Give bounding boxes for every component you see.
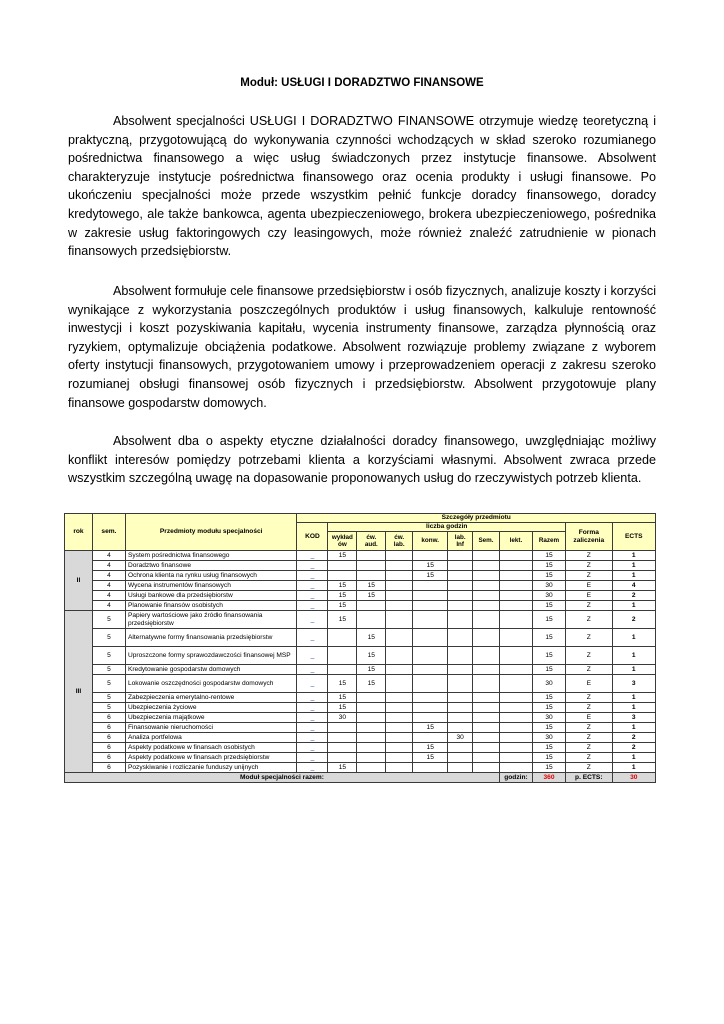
cell-cw-lab bbox=[386, 629, 413, 647]
cell-wyklad: 15 bbox=[328, 611, 357, 629]
cell-ects: 1 bbox=[612, 571, 655, 581]
cell-subject-name: Lokowanie oszczędności gospodarstw domowych bbox=[125, 675, 297, 693]
header-forma: Forma zaliczenia bbox=[566, 523, 612, 551]
cell-razem: 15 bbox=[532, 561, 565, 571]
header-lab-inf: lab. Inf bbox=[448, 532, 473, 551]
cell-sem2 bbox=[473, 733, 500, 743]
cell-forma: Z bbox=[566, 561, 612, 571]
cell-cw-aud: 15 bbox=[357, 591, 386, 601]
cell-konw bbox=[413, 647, 448, 665]
cell-konw bbox=[413, 591, 448, 601]
table-row bbox=[65, 753, 656, 763]
cell-ects: 1 bbox=[612, 753, 655, 763]
table-row bbox=[65, 733, 656, 743]
cell-wyklad bbox=[328, 571, 357, 581]
cell-wyklad bbox=[328, 647, 357, 665]
cell-sem: 6 bbox=[92, 733, 125, 743]
cell-cw-aud bbox=[357, 733, 386, 743]
cell-wyklad bbox=[328, 753, 357, 763]
cell-cw-lab bbox=[386, 611, 413, 629]
cell-lab-inf bbox=[448, 629, 473, 647]
cell-cw-lab bbox=[386, 763, 413, 773]
table-row bbox=[65, 561, 656, 571]
table-row bbox=[65, 581, 656, 591]
cell-razem: 15 bbox=[532, 743, 565, 753]
cell-lab-inf bbox=[448, 571, 473, 581]
header-kod: KOD bbox=[297, 523, 328, 551]
cell-kod: _ bbox=[297, 611, 328, 629]
cell-cw-lab bbox=[386, 601, 413, 611]
cell-lekt bbox=[499, 703, 532, 713]
cell-lekt bbox=[499, 723, 532, 733]
cell-konw bbox=[413, 713, 448, 723]
header-sem2: Sem. bbox=[473, 532, 500, 551]
cell-konw bbox=[413, 703, 448, 713]
cell-lab-inf bbox=[448, 713, 473, 723]
cell-cw-aud: 15 bbox=[357, 675, 386, 693]
cell-kod: _ bbox=[297, 693, 328, 703]
cell-ects: 2 bbox=[612, 733, 655, 743]
cell-lab-inf bbox=[448, 611, 473, 629]
cell-sem2 bbox=[473, 611, 500, 629]
cell-subject-name: Doradztwo finansowe bbox=[125, 561, 297, 571]
cell-ects: 1 bbox=[612, 703, 655, 713]
cell-sem: 5 bbox=[92, 675, 125, 693]
cell-kod: _ bbox=[297, 763, 328, 773]
cell-cw-lab bbox=[386, 571, 413, 581]
cell-cw-lab bbox=[386, 665, 413, 675]
module-subjects-table bbox=[64, 513, 656, 783]
cell-lab-inf bbox=[448, 581, 473, 591]
cell-kod: _ bbox=[297, 753, 328, 763]
header-razem: Razem bbox=[532, 532, 565, 551]
cell-lekt bbox=[499, 591, 532, 601]
cell-subject-name: Zabezpieczenia emerytalno-rentowe bbox=[125, 693, 297, 703]
cell-wyklad: 15 bbox=[328, 693, 357, 703]
cell-cw-lab bbox=[386, 733, 413, 743]
cell-lab-inf bbox=[448, 743, 473, 753]
cell-lekt bbox=[499, 551, 532, 561]
header-wyklad: wykład ów bbox=[328, 532, 357, 551]
cell-sem2 bbox=[473, 629, 500, 647]
cell-cw-aud bbox=[357, 713, 386, 723]
total-row bbox=[65, 773, 656, 783]
cell-cw-aud bbox=[357, 703, 386, 713]
cell-razem: 15 bbox=[532, 571, 565, 581]
cell-lekt bbox=[499, 629, 532, 647]
total-label: Moduł specjalności razem: bbox=[65, 773, 500, 783]
total-ects: 30 bbox=[612, 773, 655, 783]
cell-razem: 15 bbox=[532, 665, 565, 675]
cell-cw-aud: 15 bbox=[357, 665, 386, 675]
cell-kod: _ bbox=[297, 561, 328, 571]
header-cw-lab: ćw. lab. bbox=[386, 532, 413, 551]
cell-cw-aud bbox=[357, 571, 386, 581]
header-rok: rok bbox=[65, 514, 93, 551]
cell-konw: 15 bbox=[413, 753, 448, 763]
cell-lab-inf bbox=[448, 665, 473, 675]
cell-kod: _ bbox=[297, 647, 328, 665]
cell-cw-aud bbox=[357, 611, 386, 629]
cell-forma: Z bbox=[566, 571, 612, 581]
table-row bbox=[65, 647, 656, 665]
cell-forma: Z bbox=[566, 733, 612, 743]
cell-subject-name: Ubezpieczenia majątkowe bbox=[125, 713, 297, 723]
paragraph-1: Absolwent specjalności USŁUGI I DORADZTWO FINANSOWE otrzymuje wiedzę teoretyczną i praktyczną, przygotowującą do wykonywania czynności wchodzących w skład szeroko rozumianego pośrednictwa finansowego a więc usług świadczonych przez instytucje finansowe. Absolwent charakteryzuje instytucje pośrednictwa finansowego oraz ocenia produkty i usługi finansowe. Po ukończeniu specjalności może przede wszystkim pełnić funkcje doradcy finansowego, doradcy kredytowego, ale także bankowca, agenta ubezpieczeniowego, brokera ubezpieczeniowego, pośrednika w zakresie usług faktoringowych czy leasingowych, może również znaleźć zatrudnienie w pionach finansowych przedsiębiorstw. bbox=[68, 114, 656, 259]
cell-lab-inf bbox=[448, 601, 473, 611]
cell-lekt bbox=[499, 753, 532, 763]
cell-konw bbox=[413, 733, 448, 743]
cell-razem: 15 bbox=[532, 611, 565, 629]
cell-sem2 bbox=[473, 647, 500, 665]
cell-forma: E bbox=[566, 675, 612, 693]
cell-razem: 30 bbox=[532, 675, 565, 693]
cell-kod: _ bbox=[297, 723, 328, 733]
cell-cw-lab bbox=[386, 713, 413, 723]
cell-cw-aud: 15 bbox=[357, 647, 386, 665]
cell-lab-inf bbox=[448, 703, 473, 713]
cell-kod: _ bbox=[297, 581, 328, 591]
cell-wyklad bbox=[328, 665, 357, 675]
table-row bbox=[65, 703, 656, 713]
cell-razem: 15 bbox=[532, 647, 565, 665]
cell-wyklad: 30 bbox=[328, 713, 357, 723]
cell-kod: _ bbox=[297, 713, 328, 723]
cell-subject-name: System pośrednictwa finansowego bbox=[125, 551, 297, 561]
cell-ects: 1 bbox=[612, 601, 655, 611]
cell-sem: 4 bbox=[92, 551, 125, 561]
cell-wyklad: 15 bbox=[328, 763, 357, 773]
cell-razem: 30 bbox=[532, 581, 565, 591]
cell-sem2 bbox=[473, 601, 500, 611]
cell-razem: 15 bbox=[532, 703, 565, 713]
cell-wyklad: 15 bbox=[328, 601, 357, 611]
cell-subject-name: Usługi bankowe dla przedsiębiorstw bbox=[125, 591, 297, 601]
cell-cw-lab bbox=[386, 703, 413, 713]
cell-ects: 1 bbox=[612, 763, 655, 773]
table-row bbox=[65, 763, 656, 773]
table-row bbox=[65, 713, 656, 723]
cell-razem: 15 bbox=[532, 629, 565, 647]
cell-lekt bbox=[499, 571, 532, 581]
cell-sem2 bbox=[473, 665, 500, 675]
cell-cw-lab bbox=[386, 551, 413, 561]
cell-konw: 15 bbox=[413, 743, 448, 753]
cell-cw-lab bbox=[386, 675, 413, 693]
cell-wyklad bbox=[328, 561, 357, 571]
header-przedmioty: Przedmioty modułu specjalności bbox=[125, 514, 297, 551]
module-title: Moduł: USŁUGI I DORADZTWO FINANSOWE bbox=[240, 77, 484, 89]
cell-lab-inf bbox=[448, 693, 473, 703]
cell-rok: III bbox=[65, 611, 93, 773]
cell-subject-name: Pozyskiwanie i rozliczanie funduszy unijnych bbox=[125, 763, 297, 773]
cell-kod: _ bbox=[297, 629, 328, 647]
cell-ects: 3 bbox=[612, 675, 655, 693]
table-row bbox=[65, 693, 656, 703]
paragraph-2: Absolwent formułuje cele finansowe przedsiębiorstw i osób fizycznych, analizuje koszty i korzyści wynikające z wykorzystania poszczególnych produktów i usług finansowych, kalkuluje rentowność inwestycji i koszt pozyskiwania kapitału, wycenia instrumenty finansowe, zarządza płynnością oraz ryzykiem, optymalizuje obciążenia podatkowe. Absolwent rozwiązuje problemy związane z wyborem oferty instytucji finansowych, przygotowaniem umowy i przeprowadzeniem operacji z zakresu szeroko rozumianej obsługi finansowej osób fizycznych i przedsiębiorstw. Absolwent przygotowuje plany finansowe gospodarstw domowych. bbox=[68, 284, 656, 410]
cell-wyklad: 15 bbox=[328, 551, 357, 561]
total-godzin: 360 bbox=[532, 773, 565, 783]
cell-wyklad bbox=[328, 733, 357, 743]
cell-lekt bbox=[499, 733, 532, 743]
cell-lekt bbox=[499, 713, 532, 723]
cell-cw-aud bbox=[357, 561, 386, 571]
cell-cw-aud bbox=[357, 551, 386, 561]
header-ects: ECTS bbox=[612, 523, 655, 551]
cell-razem: 30 bbox=[532, 591, 565, 601]
cell-sem: 6 bbox=[92, 753, 125, 763]
cell-wyklad: 15 bbox=[328, 675, 357, 693]
cell-wyklad: 15 bbox=[328, 581, 357, 591]
cell-forma: Z bbox=[566, 763, 612, 773]
cell-razem: 15 bbox=[532, 601, 565, 611]
cell-sem: 6 bbox=[92, 713, 125, 723]
cell-cw-aud: 15 bbox=[357, 581, 386, 591]
cell-lekt bbox=[499, 561, 532, 571]
cell-subject-name: Ubezpieczenia życiowe bbox=[125, 703, 297, 713]
cell-forma: Z bbox=[566, 753, 612, 763]
cell-lekt bbox=[499, 675, 532, 693]
cell-cw-lab bbox=[386, 693, 413, 703]
header-liczba-godzin: liczba godzin bbox=[328, 523, 566, 532]
cell-forma: Z bbox=[566, 611, 612, 629]
cell-subject-name: Analiza portfelowa bbox=[125, 733, 297, 743]
cell-sem: 5 bbox=[92, 611, 125, 629]
cell-sem: 5 bbox=[92, 629, 125, 647]
cell-forma: E bbox=[566, 591, 612, 601]
cell-lab-inf bbox=[448, 561, 473, 571]
cell-forma: Z bbox=[566, 723, 612, 733]
cell-sem: 5 bbox=[92, 665, 125, 675]
cell-cw-aud bbox=[357, 743, 386, 753]
cell-lab-inf: 30 bbox=[448, 733, 473, 743]
cell-cw-aud bbox=[357, 753, 386, 763]
cell-kod: _ bbox=[297, 743, 328, 753]
cell-subject-name: Alternatywne formy finansowania przedsiębiorstw bbox=[125, 629, 297, 647]
table-row bbox=[65, 571, 656, 581]
cell-cw-aud bbox=[357, 601, 386, 611]
table-row bbox=[65, 665, 656, 675]
header-konw: konw. bbox=[413, 532, 448, 551]
cell-sem: 4 bbox=[92, 591, 125, 601]
cell-sem: 5 bbox=[92, 703, 125, 713]
cell-konw bbox=[413, 551, 448, 561]
cell-konw bbox=[413, 763, 448, 773]
cell-forma: E bbox=[566, 581, 612, 591]
cell-cw-aud bbox=[357, 723, 386, 733]
cell-kod: _ bbox=[297, 665, 328, 675]
cell-konw bbox=[413, 675, 448, 693]
cell-lekt bbox=[499, 693, 532, 703]
cell-forma: Z bbox=[566, 551, 612, 561]
cell-cw-lab bbox=[386, 647, 413, 665]
cell-konw: 15 bbox=[413, 571, 448, 581]
paragraph-3: Absolwent dba o aspekty etyczne działalności doradcy finansowego, uwzględniając możliwy konflikt interesów pomiędzy potrzebami klienta a korzyściami własnymi. Absolwent zwraca przede wszystkim szczególną uwagę na dopasowanie proponowanych usług do rzeczywistych potrzeb klienta. bbox=[68, 434, 656, 486]
total-godzin-label: godzin: bbox=[499, 773, 532, 783]
cell-konw bbox=[413, 693, 448, 703]
cell-razem: 15 bbox=[532, 763, 565, 773]
cell-cw-lab bbox=[386, 591, 413, 601]
cell-rok: II bbox=[65, 551, 93, 611]
cell-ects: 2 bbox=[612, 591, 655, 601]
cell-forma: Z bbox=[566, 647, 612, 665]
cell-kod: _ bbox=[297, 591, 328, 601]
cell-razem: 30 bbox=[532, 733, 565, 743]
cell-razem: 15 bbox=[532, 723, 565, 733]
cell-sem: 6 bbox=[92, 743, 125, 753]
cell-cw-aud: 15 bbox=[357, 629, 386, 647]
cell-wyklad: 15 bbox=[328, 591, 357, 601]
cell-cw-lab bbox=[386, 743, 413, 753]
cell-lekt bbox=[499, 743, 532, 753]
table-row bbox=[65, 723, 656, 733]
cell-sem2 bbox=[473, 713, 500, 723]
cell-forma: E bbox=[566, 713, 612, 723]
cell-forma: Z bbox=[566, 693, 612, 703]
table-row bbox=[65, 591, 656, 601]
cell-sem: 4 bbox=[92, 571, 125, 581]
cell-sem: 4 bbox=[92, 561, 125, 571]
table-row bbox=[65, 629, 656, 647]
cell-ects: 1 bbox=[612, 561, 655, 571]
cell-kod: _ bbox=[297, 703, 328, 713]
table-row bbox=[65, 743, 656, 753]
cell-kod: _ bbox=[297, 571, 328, 581]
cell-cw-aud bbox=[357, 693, 386, 703]
cell-subject-name: Uproszczone formy sprawozdawczości finansowej MSP bbox=[125, 647, 297, 665]
cell-lekt bbox=[499, 763, 532, 773]
cell-ects: 1 bbox=[612, 551, 655, 561]
cell-sem: 6 bbox=[92, 763, 125, 773]
cell-ects: 4 bbox=[612, 581, 655, 591]
cell-forma: Z bbox=[566, 601, 612, 611]
cell-subject-name: Planowanie finansów osobistych bbox=[125, 601, 297, 611]
cell-subject-name: Aspekty podatkowe w finansach osobistych bbox=[125, 743, 297, 753]
cell-ects: 2 bbox=[612, 743, 655, 753]
cell-subject-name: Kredytowanie gospodarstw domowych bbox=[125, 665, 297, 675]
cell-lab-inf bbox=[448, 753, 473, 763]
cell-lab-inf bbox=[448, 591, 473, 601]
cell-cw-lab bbox=[386, 581, 413, 591]
cell-konw bbox=[413, 665, 448, 675]
cell-lab-inf bbox=[448, 723, 473, 733]
cell-sem: 5 bbox=[92, 693, 125, 703]
cell-konw bbox=[413, 611, 448, 629]
cell-kod: _ bbox=[297, 675, 328, 693]
cell-konw bbox=[413, 601, 448, 611]
cell-wyklad bbox=[328, 723, 357, 733]
table-row bbox=[65, 551, 656, 561]
cell-cw-aud bbox=[357, 763, 386, 773]
cell-subject-name: Aspekty podatkowe w finansach przedsiębiorstw bbox=[125, 753, 297, 763]
header-sem: sem. bbox=[92, 514, 125, 551]
cell-sem2 bbox=[473, 571, 500, 581]
cell-lab-inf bbox=[448, 647, 473, 665]
cell-wyklad bbox=[328, 743, 357, 753]
cell-razem: 15 bbox=[532, 753, 565, 763]
cell-razem: 15 bbox=[532, 551, 565, 561]
cell-subject-name: Wycena instrumentów finansowych bbox=[125, 581, 297, 591]
cell-sem2 bbox=[473, 763, 500, 773]
header-lekt: lekt. bbox=[499, 532, 532, 551]
cell-lekt bbox=[499, 601, 532, 611]
cell-razem: 15 bbox=[532, 693, 565, 703]
cell-ects: 1 bbox=[612, 629, 655, 647]
cell-sem2 bbox=[473, 581, 500, 591]
cell-sem: 6 bbox=[92, 723, 125, 733]
cell-subject-name: Ochrona klienta na rynku usług finansowych bbox=[125, 571, 297, 581]
cell-ects: 2 bbox=[612, 611, 655, 629]
cell-cw-lab bbox=[386, 723, 413, 733]
cell-konw: 15 bbox=[413, 723, 448, 733]
cell-kod: _ bbox=[297, 551, 328, 561]
cell-subject-name: Finansowanie nieruchomości bbox=[125, 723, 297, 733]
header-szczegoly: Szczegóły przedmiotu bbox=[297, 514, 656, 523]
cell-lab-inf bbox=[448, 675, 473, 693]
cell-wyklad bbox=[328, 629, 357, 647]
cell-ects: 1 bbox=[612, 647, 655, 665]
cell-sem2 bbox=[473, 753, 500, 763]
cell-lekt bbox=[499, 611, 532, 629]
cell-forma: Z bbox=[566, 743, 612, 753]
cell-lab-inf bbox=[448, 551, 473, 561]
total-ects-label: p. ECTS: bbox=[566, 773, 612, 783]
cell-ects: 1 bbox=[612, 723, 655, 733]
cell-sem2 bbox=[473, 743, 500, 753]
table-body bbox=[65, 551, 656, 773]
header-cw-aud: ćw. aud. bbox=[357, 532, 386, 551]
cell-konw bbox=[413, 629, 448, 647]
cell-ects: 1 bbox=[612, 693, 655, 703]
cell-ects: 3 bbox=[612, 713, 655, 723]
cell-sem2 bbox=[473, 675, 500, 693]
cell-kod: _ bbox=[297, 601, 328, 611]
cell-sem2 bbox=[473, 693, 500, 703]
cell-forma: Z bbox=[566, 629, 612, 647]
cell-lekt bbox=[499, 647, 532, 665]
table-row bbox=[65, 601, 656, 611]
cell-cw-lab bbox=[386, 561, 413, 571]
cell-sem: 4 bbox=[92, 581, 125, 591]
cell-forma: Z bbox=[566, 665, 612, 675]
cell-sem: 5 bbox=[92, 647, 125, 665]
cell-sem2 bbox=[473, 591, 500, 601]
cell-lekt bbox=[499, 581, 532, 591]
cell-forma: Z bbox=[566, 703, 612, 713]
cell-sem2 bbox=[473, 561, 500, 571]
cell-subject-name: Papiery wartościowe jako źródło finansowania przedsiębiorstw bbox=[125, 611, 297, 629]
cell-sem2 bbox=[473, 703, 500, 713]
table-row bbox=[65, 675, 656, 693]
cell-sem2 bbox=[473, 551, 500, 561]
cell-sem: 4 bbox=[92, 601, 125, 611]
cell-konw: 15 bbox=[413, 561, 448, 571]
cell-wyklad: 15 bbox=[328, 703, 357, 713]
cell-kod: _ bbox=[297, 733, 328, 743]
cell-sem2 bbox=[473, 723, 500, 733]
cell-razem: 30 bbox=[532, 713, 565, 723]
cell-cw-lab bbox=[386, 753, 413, 763]
cell-lab-inf bbox=[448, 763, 473, 773]
cell-ects: 1 bbox=[612, 665, 655, 675]
table-row bbox=[65, 611, 656, 629]
cell-konw bbox=[413, 581, 448, 591]
cell-lekt bbox=[499, 665, 532, 675]
